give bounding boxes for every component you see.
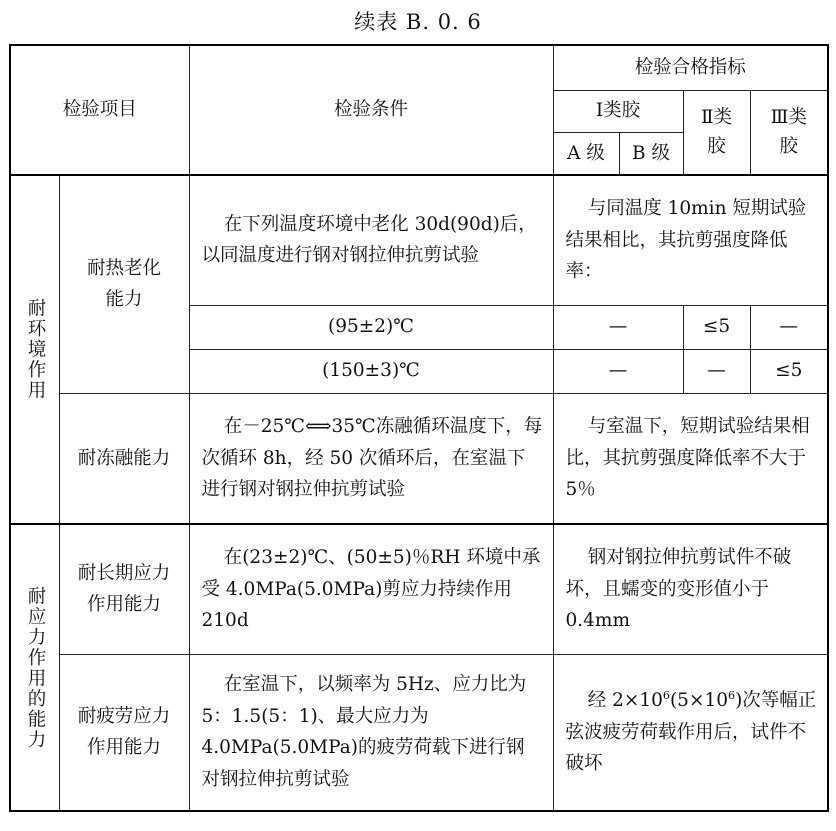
spec-table (9, 44, 829, 812)
header-item: 检验项目 (10, 45, 189, 175)
row-freeze-condition: 在－25℃⟺35℃冻融循环温度下，每次循环 8h，经 50 次循环后，在室温下进行钢对钢拉伸抗剪试验 (189, 393, 553, 524)
group-stress-cell (10, 524, 59, 811)
exponent: 6 (662, 688, 670, 702)
row-heat-indicator: 与同温度 10min 短期试验结果相比，其抗剪强度降低率： (553, 175, 828, 305)
header-type1-b: B 级 (619, 132, 683, 175)
row-heat-item: 耐热老化 能力 (59, 175, 189, 393)
header-type1-a: A 级 (553, 132, 619, 175)
row-heat-sub1-type3: — (750, 305, 828, 349)
group-env-cell (10, 175, 59, 524)
header-type1: Ⅰ类胶 (553, 90, 683, 132)
row-fatigue-indicator: 经 $2\times 10^6(5\times 10^6)$次等幅正弦波疲劳荷载作用后，试件不破坏 (553, 654, 828, 811)
row-fatigue-condition: 在室温下，以频率为 5Hz、应力比为 5：1.5(5：1)、最大应力为 4.0MPa(5.0MPa)的疲劳荷载下进行钢对钢拉伸抗剪试验 (189, 654, 553, 811)
row-heat-condition: 在下列温度环境中老化 30d(90d)后，以同温度进行钢对钢拉伸抗剪试验 (189, 175, 553, 305)
header-type2: Ⅱ类 胶 (683, 90, 750, 175)
row-heat-sub1-type2: ≤5 (683, 305, 750, 349)
table-caption: 续表 B. 0. 6 (354, 10, 482, 34)
row-freeze-indicator: 与室温下，短期试验结果相比，其抗剪强度降低率不大于 5％ (553, 393, 828, 524)
header-type3: Ⅲ类 胶 (750, 90, 828, 175)
group-env-label: 耐环境作用 (25, 298, 46, 401)
row-heat-sub2-type1: — (553, 349, 683, 393)
header-condition: 检验条件 (189, 45, 553, 175)
row-heat-sub2-type3: ≤5 (750, 349, 828, 393)
row-heat-sub2-condition: (150±3)℃ (189, 349, 553, 393)
row-heat-sub2-type2: — (683, 349, 750, 393)
exponent: 6 (728, 688, 736, 702)
row-longterm-indicator: 钢对钢拉伸抗剪试件不破坏，且蠕变的变形值小于 0.4mm (553, 524, 828, 654)
row-heat-sub1-type1: — (553, 305, 683, 349)
group-stress-label: 耐应力作用的能力 (25, 585, 46, 750)
row-fatigue-item: 耐疲劳应力 作用能力 (59, 654, 189, 811)
row-heat-sub1-condition: (95±2)℃ (189, 305, 553, 349)
header-indicator: 检验合格指标 (553, 45, 828, 90)
row-longterm-item: 耐长期应力 作用能力 (59, 524, 189, 654)
row-freeze-item: 耐冻融能力 (59, 393, 189, 524)
row-longterm-condition: 在(23±2)℃、(50±5)％RH 环境中承受 4.0MPa(5.0MPa)剪应力持续作用 210d (189, 524, 553, 654)
